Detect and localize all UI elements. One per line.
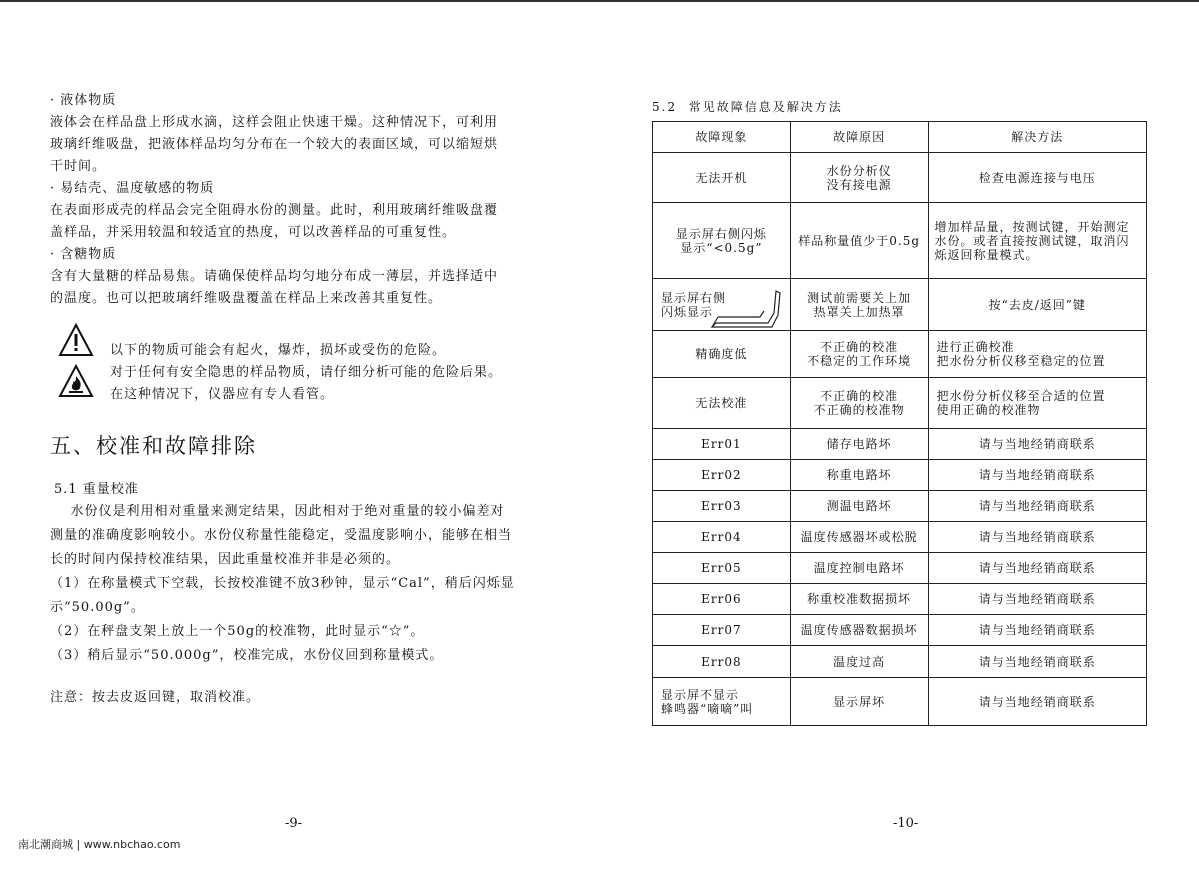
warning-line: 在这种情况下，仪器应有专人看管。 (110, 387, 335, 402)
paragraph-line: 含有大量糖的样品易焦。请确保使样品均匀地分布成一薄层，并选择适中 (50, 269, 499, 284)
subsection-title: 5.1 重量校准 (54, 482, 139, 497)
solution-cell: 请与当地经销商联系 (928, 553, 1146, 584)
symptom-cell: Err07 (653, 615, 791, 646)
table-row (653, 331, 1147, 378)
table-row (653, 678, 1147, 726)
cause-cell: 显示屏坏 (790, 678, 928, 726)
symptom-cell: 显示屏右侧 闪烁显示 (653, 279, 791, 331)
solution-cell: 请与当地经销商联系 (928, 615, 1146, 646)
footer-watermark: 南北潮商城 | www.nbchao.com (18, 838, 181, 851)
table-row (653, 153, 1147, 203)
table-row (653, 615, 1147, 646)
page-number-left: -9- (285, 816, 303, 831)
calibration-line: 长的时间内保持校准结果，因此重量校准并非是必须的。 (50, 552, 401, 567)
calibration-text (50, 500, 570, 668)
fault-table (652, 121, 1147, 726)
calibration-step-2: （2）在秤盘支架上放上一个50g的校准物，此时显示“☆”。 (50, 624, 425, 639)
cause-cell: 测试前需要关上加 热罩关上加热罩 (790, 279, 928, 331)
paragraph-line: 盖样品，并采用较温和较适宜的热度，可以改善样品的可重复性。 (50, 225, 457, 240)
table-row (653, 553, 1147, 584)
table-row (653, 584, 1147, 615)
table-row (653, 522, 1147, 553)
symptom-cell: Err04 (653, 522, 791, 553)
paragraph-line: 玻璃纤维吸盘，把液体样品均匀分布在一个较大的表面区域，可以缩短烘 (50, 137, 499, 152)
calibration-line: 水份仪是利用相对重量来测定结果，因此相对于绝对重量的较小偏差对 (50, 504, 505, 519)
left-page-body (50, 90, 570, 310)
page-number-right: -10- (893, 816, 919, 831)
cause-cell: 温度传感器数据损坏 (790, 615, 928, 646)
cause-cell: 温度过高 (790, 646, 928, 678)
paragraph-line: 液体会在样品盘上形成水滴，这样会阻止快速干燥。这种情况下，可利用 (50, 115, 499, 130)
table-row (653, 460, 1147, 491)
solution-cell: 请与当地经销商联系 (928, 460, 1146, 491)
header-solution: 解决方法 (928, 122, 1146, 153)
symptom-cell: 无法开机 (653, 153, 791, 203)
symptom-cell: Err02 (653, 460, 791, 491)
warning-text-block (110, 340, 502, 406)
cause-cell: 不正确的校准 不正确的校准物 (790, 378, 928, 429)
balance-scale-icon (708, 283, 784, 331)
solution-cell: 按“去皮/返回”键 (928, 279, 1146, 331)
heading-sugar: · 含糖物质 (50, 247, 117, 262)
header-cause: 故障原因 (790, 122, 928, 153)
symptom-cell: 显示屏不显示 蜂鸣器“嘀嘀”叫 (653, 678, 791, 726)
symptom-cell: Err01 (653, 429, 791, 460)
cause-cell: 称重校准数据损坏 (790, 584, 928, 615)
heading-crust: · 易结壳、温度敏感的物质 (50, 181, 215, 196)
solution-cell: 请与当地经销商联系 (928, 646, 1146, 678)
solution-cell: 增加样品量，按测试键，开始测定 水份。或者直接按测试键，取消闪 烁返回称量模式。 (928, 203, 1146, 279)
table-row (653, 491, 1147, 522)
symptom-cell: Err08 (653, 646, 791, 678)
solution-cell: 检查电源连接与电压 (928, 153, 1146, 203)
table-row (653, 378, 1147, 429)
solution-cell: 把水份分析仪移至合适的位置 使用正确的校准物 (928, 378, 1146, 429)
top-border-line (0, 0, 1199, 2)
paragraph-line: 在表面形成壳的样品会完全阻碍水份的测量。此时，利用玻璃纤维吸盘覆 (50, 203, 499, 218)
solution-cell: 请与当地经销商联系 (928, 678, 1146, 726)
calibration-line: 测量的准确度影响较小。水份仪称量性能稳定，受温度影响小，能够在相当 (50, 528, 513, 543)
table-header-row (653, 122, 1147, 153)
table-row (653, 429, 1147, 460)
solution-cell: 请与当地经销商联系 (928, 491, 1146, 522)
calibration-step-1-cont: 示“50.00g”。 (50, 600, 145, 615)
flammable-icon (58, 364, 94, 398)
table-row (653, 646, 1147, 678)
section-title: 五、校准和故障排除 (50, 434, 257, 458)
calibration-step-1: （1）在称量模式下空载，长按校准键不放3秒钟，显示“Cal”，稍后闪烁显 (50, 576, 515, 591)
cause-cell: 样品称量值少于0.5g (790, 203, 928, 279)
symptom-cell: 无法校准 (653, 378, 791, 429)
symptom-cell: Err03 (653, 491, 791, 522)
cause-cell: 温度传感器坏或松脱 (790, 522, 928, 553)
cause-cell: 水份分析仪 没有接电源 (790, 153, 928, 203)
warning-triangle-icon (58, 323, 94, 357)
solution-cell: 请与当地经销商联系 (928, 584, 1146, 615)
cause-cell: 温度控制电路坏 (790, 553, 928, 584)
header-symptom: 故障现象 (653, 122, 791, 153)
paragraph-line: 的温度。也可以把玻璃纤维吸盘覆盖在样品上来改善其重复性。 (50, 291, 443, 306)
cause-cell: 测温电路坏 (790, 491, 928, 522)
calibration-step-3: （3）稍后显示“50.000g”，校准完成，水份仪回到称量模式。 (50, 648, 444, 663)
symptom-cell: 显示屏右侧闪烁 显示“<0.5g” (653, 203, 791, 279)
table-row (653, 203, 1147, 279)
table-row (653, 279, 1147, 331)
symptom-cell: Err05 (653, 553, 791, 584)
heading-liquid: · 液体物质 (50, 93, 117, 108)
solution-cell: 进行正确校准 把水份分析仪移至稳定的位置 (928, 331, 1146, 378)
solution-cell: 请与当地经销商联系 (928, 522, 1146, 553)
cause-cell: 称重电路坏 (790, 460, 928, 491)
calibration-note: 注意：按去皮返回键，取消校准。 (50, 690, 261, 705)
cause-cell: 不正确的校准 不稳定的工作环境 (790, 331, 928, 378)
table-title: 5.2 常见故障信息及解决方法 (652, 100, 843, 114)
warning-line: 对于任何有安全隐患的样品物质，请仔细分析可能的危险后果。 (110, 365, 503, 380)
paragraph-line: 干时间。 (50, 159, 107, 174)
symptom-cell: Err06 (653, 584, 791, 615)
symptom-cell: 精确度低 (653, 331, 791, 378)
solution-cell: 请与当地经销商联系 (928, 429, 1146, 460)
cause-cell: 储存电路坏 (790, 429, 928, 460)
warning-line: 以下的物质可能会有起火，爆炸，损坏或受伤的危险。 (110, 343, 447, 358)
